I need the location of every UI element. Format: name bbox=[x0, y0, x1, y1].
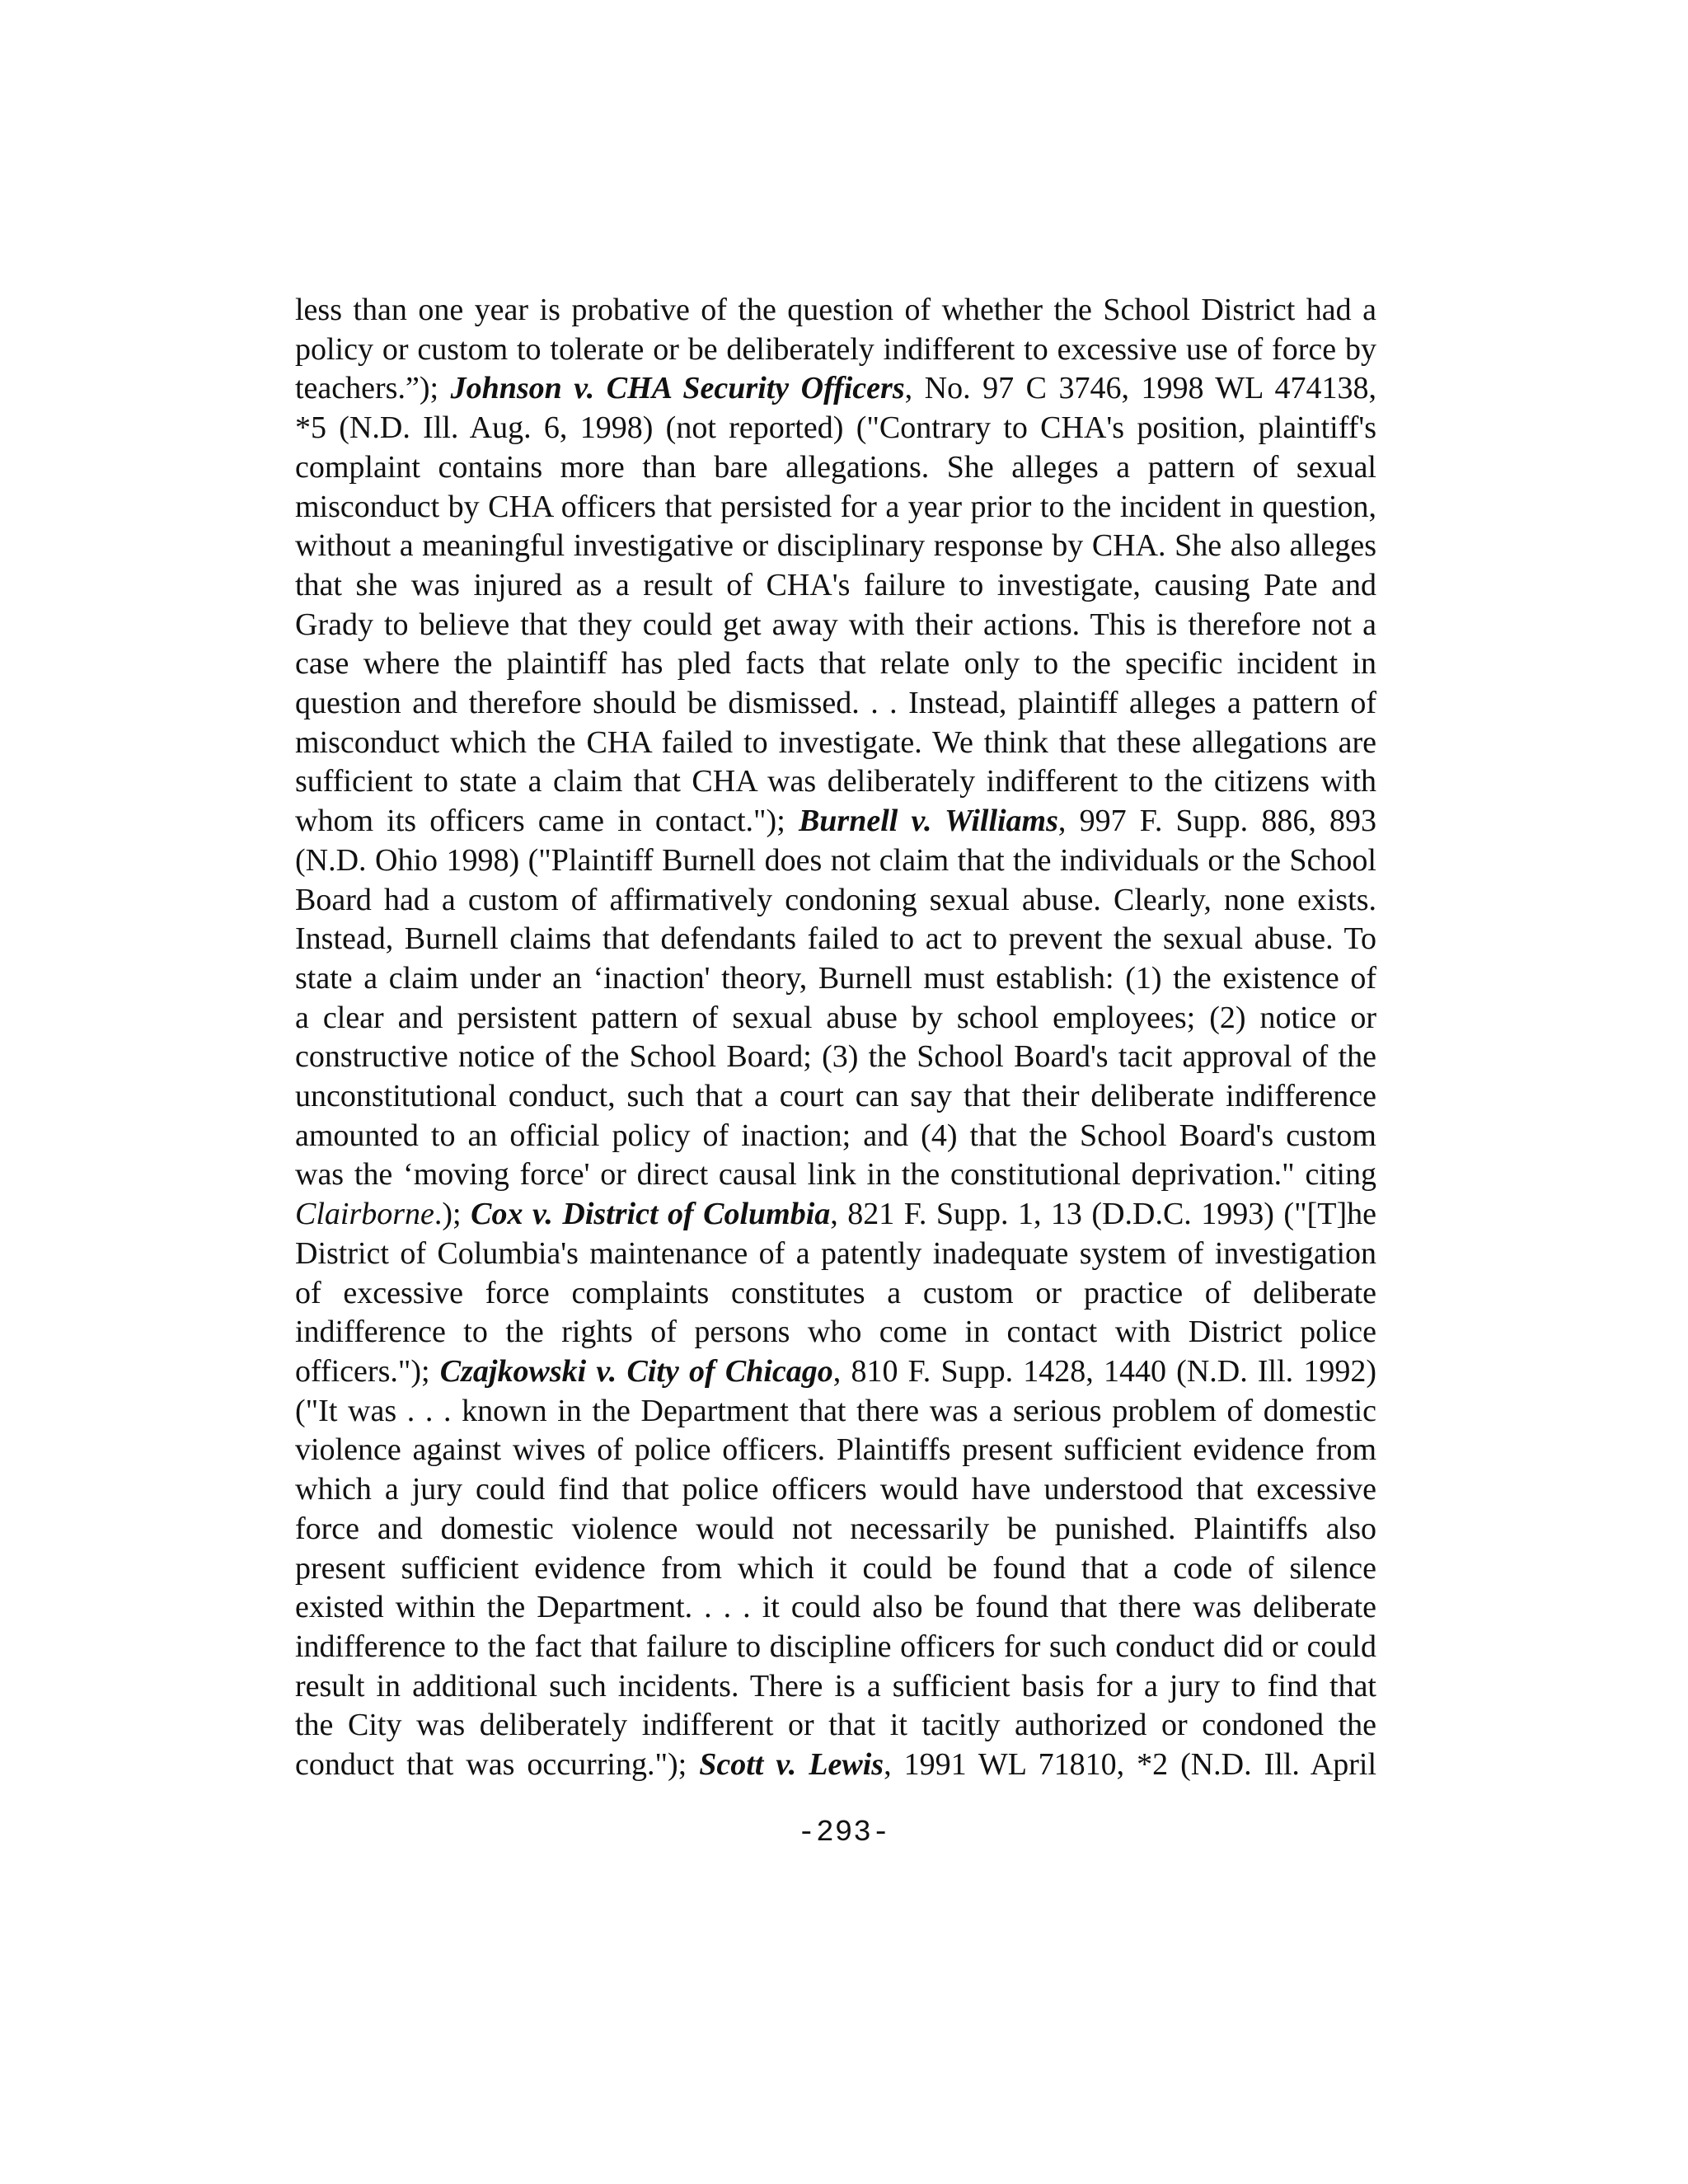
text-run: present sufficient evidence from which it could be found that a code of silence bbox=[295, 1550, 1376, 1586]
text-run: case where the plaintiff has pled facts that relate only to the specific incident in bbox=[295, 646, 1376, 682]
text-run: Grady to believe that they could get away with their actions. This is therefore not a bbox=[295, 607, 1376, 642]
case-citation: Cox v. District of Columbia bbox=[471, 1197, 831, 1232]
text-line bbox=[295, 1392, 1376, 1432]
text-run: a clear and persistent pattern of sexual abuse by school employees; (2) notice or bbox=[295, 1000, 1376, 1035]
text-run: , 997 F. Supp. 886, 893 bbox=[1057, 804, 1376, 839]
text-line bbox=[295, 330, 1376, 370]
text-run: force and domestic violence would not necessarily be punished. Plaintiffs also bbox=[295, 1511, 1376, 1546]
text-line bbox=[295, 448, 1376, 488]
text-line bbox=[295, 1195, 1376, 1235]
text-run: unconstitutional conduct, such that a court can say that their deliberate indifference bbox=[295, 1079, 1376, 1114]
case-citation: Czajkowski v. City of Chicago bbox=[439, 1353, 833, 1389]
text-line bbox=[295, 1706, 1376, 1746]
text-run: sufficient to state a claim that CHA was deliberately indifferent to the citizens with bbox=[295, 764, 1376, 799]
text-line bbox=[295, 1549, 1376, 1589]
text-line bbox=[295, 566, 1376, 606]
text-line bbox=[295, 959, 1376, 999]
text-run: , No. 97 C 3746, 1998 WL 474138, bbox=[904, 371, 1376, 406]
text-line bbox=[295, 1235, 1376, 1274]
text-line bbox=[295, 1667, 1376, 1707]
body-text bbox=[295, 291, 1376, 1785]
text-line bbox=[295, 1510, 1376, 1549]
text-run: , 1991 WL 71810, *2 (N.D. Ill. April bbox=[884, 1747, 1377, 1783]
italic-text: Clairborne bbox=[295, 1197, 434, 1232]
text-run: complaint contains more than bare allegations. She alleges a pattern of sexual bbox=[295, 449, 1376, 485]
text-line bbox=[295, 1746, 1376, 1785]
text-line bbox=[295, 1628, 1376, 1667]
text-run: , 810 F. Supp. 1428, 1440 (N.D. Ill. 1992) bbox=[832, 1353, 1377, 1389]
text-run: indifference to the fact that failure to discipline officers for such conduct did or could bbox=[295, 1629, 1376, 1664]
text-line bbox=[295, 369, 1376, 409]
text-run: that she was injured as a result of CHA's failure to investigate, causing Pate and bbox=[295, 567, 1376, 602]
text-run: whom its officers came in contact."); bbox=[295, 804, 799, 839]
text-run: indifference to the rights of persons who come in contact with District police bbox=[295, 1315, 1376, 1350]
text-line bbox=[295, 881, 1376, 921]
text-line bbox=[295, 802, 1376, 841]
text-run: conduct that was occurring."); bbox=[295, 1747, 700, 1783]
case-citation: Johnson v. CHA Security Officers bbox=[450, 371, 905, 406]
text-run: constructive notice of the School Board; (3) the School Board's tacit approval of the bbox=[295, 1039, 1376, 1075]
text-line bbox=[295, 1352, 1376, 1392]
text-line bbox=[295, 1274, 1376, 1314]
case-citation: Scott v. Lewis bbox=[699, 1747, 884, 1783]
text-run: the City was deliberately indifferent or that it tacitly authorized or condoned the bbox=[295, 1708, 1376, 1743]
text-run: (N.D. Ohio 1998) ("Plaintiff Burnell does not claim that the individuals or the School bbox=[295, 842, 1376, 878]
text-line bbox=[295, 488, 1376, 527]
text-line bbox=[295, 409, 1376, 448]
text-line bbox=[295, 684, 1376, 724]
text-run: officers."); bbox=[295, 1353, 440, 1389]
text-run: .); bbox=[434, 1197, 471, 1232]
text-line bbox=[295, 1431, 1376, 1470]
text-line bbox=[295, 1077, 1376, 1117]
text-run: which a jury could find that police officers would have understood that excessive bbox=[295, 1472, 1376, 1507]
text-line bbox=[295, 841, 1376, 881]
text-line bbox=[295, 1470, 1376, 1510]
text-run: policy or custom to tolerate or be deliberately indifferent to excessive use of force by bbox=[295, 331, 1376, 367]
text-line bbox=[295, 527, 1376, 566]
text-line bbox=[295, 1155, 1376, 1195]
text-run: without a meaningful investigative or disciplinary response by CHA. She also alleges bbox=[295, 528, 1376, 564]
text-line bbox=[295, 920, 1376, 959]
text-line bbox=[295, 291, 1376, 330]
page-number: -293- bbox=[797, 1816, 891, 1849]
text-run: was the ‘moving force' or direct causal link in the constitutional deprivation." citing bbox=[295, 1157, 1376, 1193]
text-line bbox=[295, 1038, 1376, 1077]
text-run: existed within the Department. . . . it could also be found that there was deliberate bbox=[295, 1590, 1376, 1625]
text-line bbox=[295, 724, 1376, 763]
text-line bbox=[295, 1313, 1376, 1352]
text-run: ("It was . . . known in the Department that there was a serious problem of domestic bbox=[295, 1393, 1376, 1428]
text-line bbox=[295, 1588, 1376, 1628]
text-line bbox=[295, 606, 1376, 645]
text-run: amounted to an official policy of inaction; and (4) that the School Board's custom bbox=[295, 1118, 1376, 1153]
text-run: District of Columbia's maintenance of a patently inadequate system of investigation bbox=[295, 1235, 1376, 1271]
text-run: violence against wives of police officers. Plaintiffs present sufficient evidence from bbox=[295, 1432, 1376, 1468]
text-run: Board had a custom of affirmatively condoning sexual abuse. Clearly, none exists. bbox=[295, 882, 1376, 917]
text-line bbox=[295, 1117, 1376, 1156]
text-run: less than one year is probative of the question of whether the School District had a bbox=[295, 293, 1376, 327]
text-line bbox=[295, 762, 1376, 802]
text-run: of excessive force complaints constitutes a custom or practice of deliberate bbox=[295, 1275, 1376, 1310]
text-run: *5 (N.D. Ill. Aug. 6, 1998) (not reported) ("Contrary to CHA's position, plaintiff's bbox=[295, 410, 1376, 446]
text-run: Instead, Burnell claims that defendants failed to act to prevent the sexual abuse. To bbox=[295, 921, 1376, 957]
case-citation: Burnell v. Williams bbox=[798, 804, 1058, 839]
text-line bbox=[295, 644, 1376, 684]
text-run: , 821 F. Supp. 1, 13 (D.D.C. 1993) ("[T]he bbox=[830, 1197, 1376, 1232]
text-run: question and therefore should be dismissed. . . Instead, plaintiff alleges a pattern of bbox=[295, 686, 1376, 721]
text-run: misconduct by CHA officers that persisted for a year prior to the incident in question, bbox=[295, 489, 1376, 524]
text-run: teachers.”); bbox=[295, 371, 451, 406]
text-line bbox=[295, 999, 1376, 1038]
text-run: misconduct which the CHA failed to investigate. We think that these allegations are bbox=[295, 724, 1376, 760]
text-run: result in additional such incidents. There is a sufficient basis for a jury to find that bbox=[295, 1668, 1376, 1704]
text-run: state a claim under an ‘inaction' theory, Burnell must establish: (1) the existence of bbox=[295, 960, 1376, 996]
